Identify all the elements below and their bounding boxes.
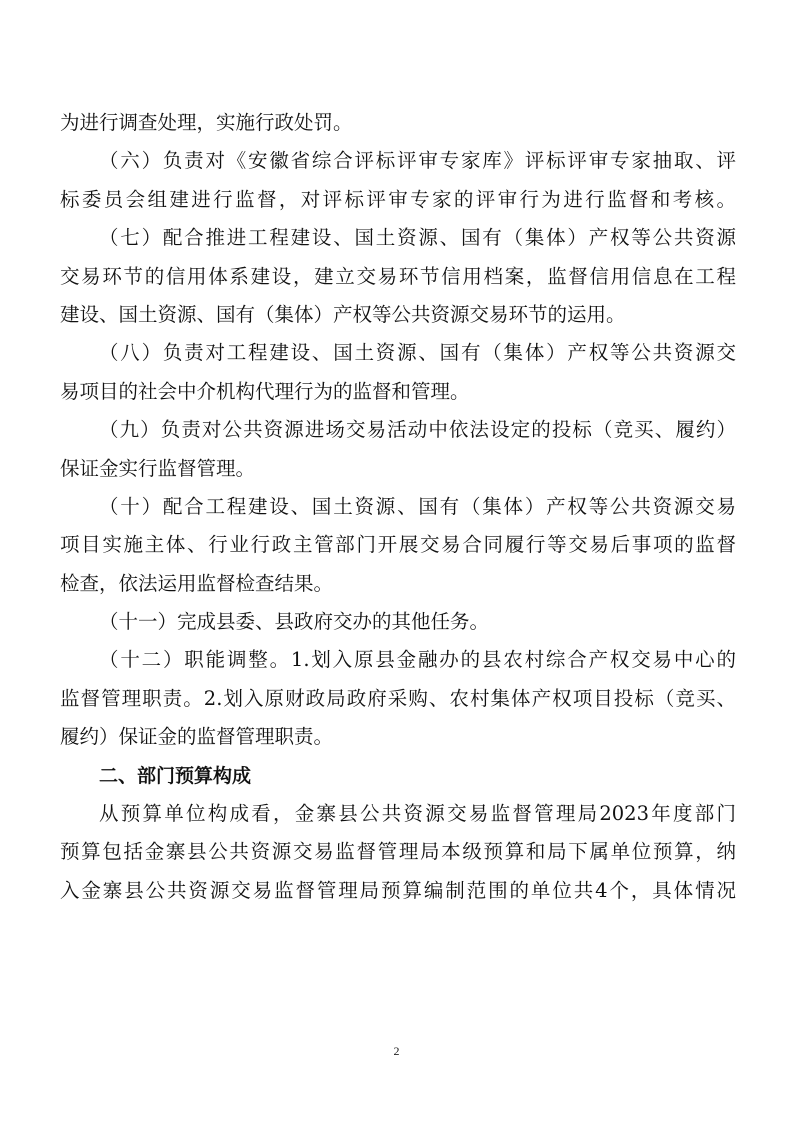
- page-number: 2: [393, 1044, 400, 1058]
- body-line: （七）配合推进工程建设、国土资源、国有（集体）产权等公共资源: [99, 226, 736, 250]
- body-line: 从预算单位构成看，金寨县公共资源交易监督管理局2023年度部门: [99, 802, 736, 826]
- body-line: 履约）保证金的监督管理职责。: [60, 725, 334, 749]
- body-line: 建设、国土资源、国有（集体）产权等公共资源交易环节的运用。: [60, 302, 626, 326]
- section-heading: 二、部门预算构成: [99, 764, 252, 787]
- body-line: （九）负责对公共资源进场交易活动中依法设定的投标（竞买、履约）: [99, 418, 736, 442]
- body-line: 预算包括金寨县公共资源交易监督管理局本级预算和局下属单位预算，纳: [60, 840, 736, 864]
- body-line: 为进行调查处理，实施行政处罚。: [60, 111, 353, 134]
- body-line: 标委员会组建进行监督，对评标评审专家的评审行为进行监督和考核。: [60, 187, 736, 211]
- body-line: （六）负责对《安徽省综合评标评审专家库》评标评审专家抽取、评: [99, 149, 736, 173]
- body-line: 检查，依法运用监督检查结果。: [60, 571, 334, 595]
- body-line: 易项目的社会中介机构代理行为的监督和管理。: [60, 379, 470, 403]
- body-line: 入金寨县公共资源交易监督管理局预算编制范围的单位共4个，具体情况: [60, 878, 736, 902]
- body-line: 项目实施主体、行业行政主管部门开展交易合同履行等交易后事项的监督: [60, 533, 736, 557]
- document-body: [60, 104, 736, 910]
- body-line: （十一）完成县委、县政府交办的其他任务。: [99, 610, 490, 634]
- body-line: （八）负责对工程建设、国土资源、国有（集体）产权等公共资源交: [99, 341, 736, 365]
- body-line: 保证金实行监督管理。: [60, 456, 256, 480]
- body-line: 交易环节的信用体系建设，建立交易环节信用档案，监督信用信息在工程: [60, 264, 736, 288]
- body-line: （十）配合工程建设、国土资源、国有（集体）产权等公共资源交易: [99, 494, 736, 518]
- body-line: （十二）职能调整。1.划入原县金融办的县农村综合产权交易中心的: [99, 648, 736, 672]
- body-line: 监督管理职责。2.划入原财政局政府采购、农村集体产权项目投标（竞买、: [60, 686, 736, 710]
